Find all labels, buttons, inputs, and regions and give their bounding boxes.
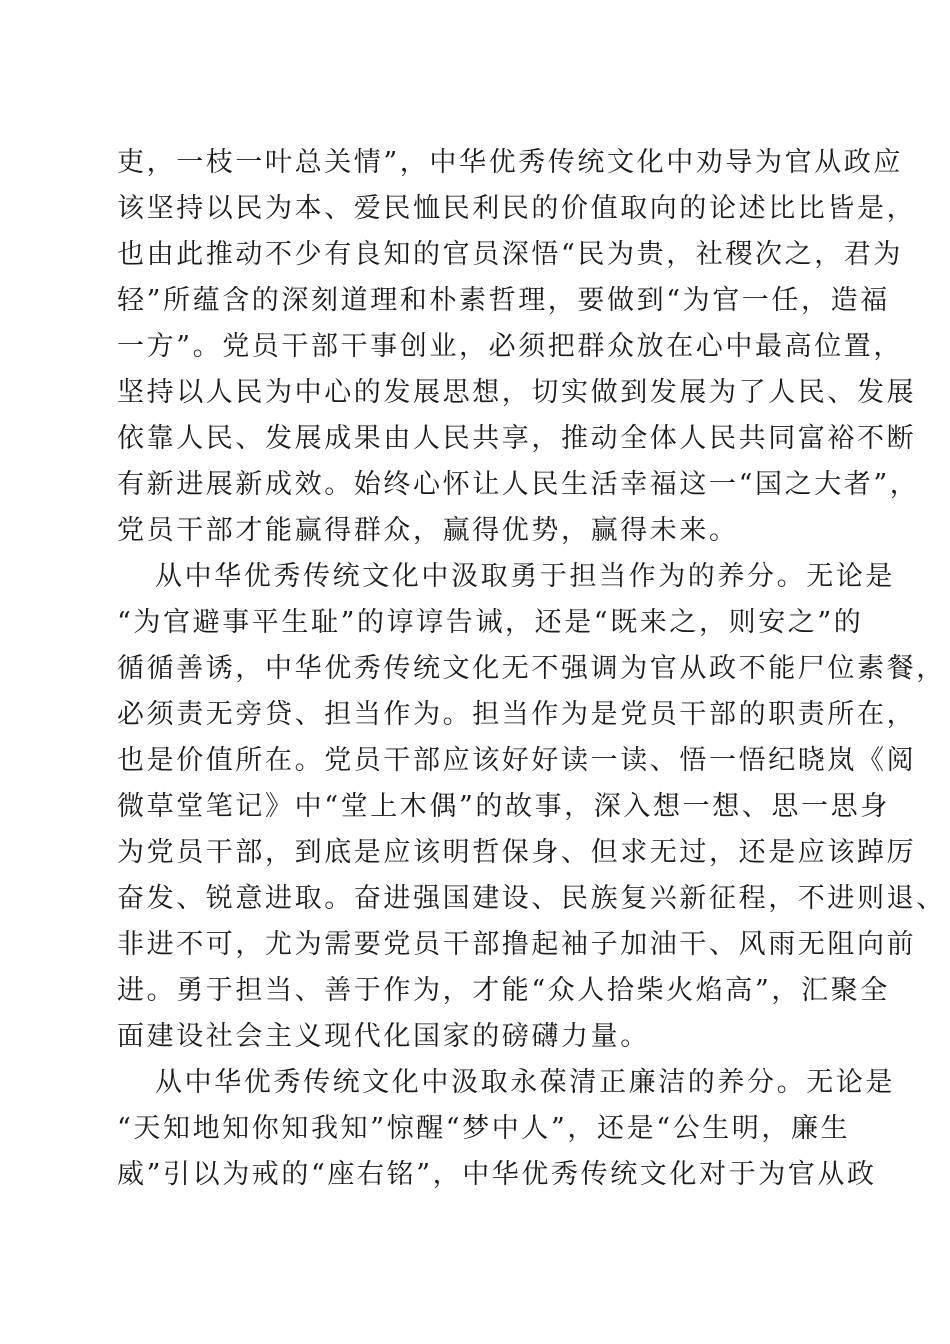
text-line: 有新进展新成效。始终心怀让人民生活幸福这一“国之大者”， — [117, 469, 920, 500]
paragraph — [117, 1060, 895, 1198]
paragraph — [117, 140, 920, 554]
text-line: 该坚持以民为本、爱民恤民利民的价值取向的论述比比皆是， — [117, 193, 917, 224]
text-line: 威”引以为戒的“座右铭”，中华优秀传统文化对于为官从政 — [117, 1159, 877, 1190]
text-line: 循循善诱，中华优秀传统文化无不强调为官从政不能尸位素餐， — [117, 653, 946, 684]
text-line: 为党员干部，到底是应该明哲保身、但求无过，还是应该踔厉 — [117, 837, 917, 868]
text-line: 轻”所蕴含的深刻道理和朴素哲理，要做到“为官一任，造福 — [117, 285, 890, 316]
text-line: 非进不可，尤为需要党员干部撸起袖子加油干、风雨无阻向前 — [117, 929, 917, 960]
text-line: “为官避事平生耻”的谆谆告诫，还是“既来之，则安之”的 — [117, 607, 864, 638]
text-line: “天知地知你知我知”惊醒“梦中人”，还是“公生明，廉生 — [117, 1113, 851, 1144]
text-line: 依靠人民、发展成果由人民共享，推动全体人民共同富裕不断 — [117, 423, 917, 454]
text-line: 从中华优秀传统文化中汲取勇于担当作为的养分。无论是 — [155, 561, 895, 592]
text-line: 从中华优秀传统文化中汲取永葆清正廉洁的养分。无论是 — [155, 1067, 895, 1098]
text-line: 必须责无旁贷、担当作为。担当作为是党员干部的职责所在， — [117, 699, 917, 730]
text-line: 进。勇于担当、善于作为，才能“众人拾柴火焰高”，汇聚全 — [117, 975, 890, 1006]
text-line: 奋发、锐意进取。奋进强国建设、民族复兴新征程，不进则退、 — [117, 883, 946, 914]
text-line: 一方”。党员干部干事创业，必须把群众放在心中最高位置， — [117, 331, 904, 362]
text-line: 也是价值所在。党员干部应该好好读一读、悟一悟纪晓岚《阅 — [117, 745, 917, 776]
text-line: 微草堂笔记》中“堂上木偶”的故事，深入想一想、思一思身 — [117, 791, 890, 822]
text-line: 也由此推动不少有良知的官员深悟“民为贵，社稷次之，君为 — [117, 239, 904, 270]
body-text — [117, 140, 946, 1198]
text-line: 吏，一枝一叶总关情”，中华优秀传统文化中劝导为官从政应 — [117, 147, 904, 178]
text-line: 面建设社会主义现代化国家的磅礴力量。 — [117, 1021, 650, 1052]
text-line: 党员干部才能赢得群众，赢得优势，赢得未来。 — [117, 515, 739, 546]
paragraph — [117, 554, 946, 1060]
text-line: 坚持以人民为中心的发展思想，切实做到发展为了人民、发展 — [117, 377, 917, 408]
